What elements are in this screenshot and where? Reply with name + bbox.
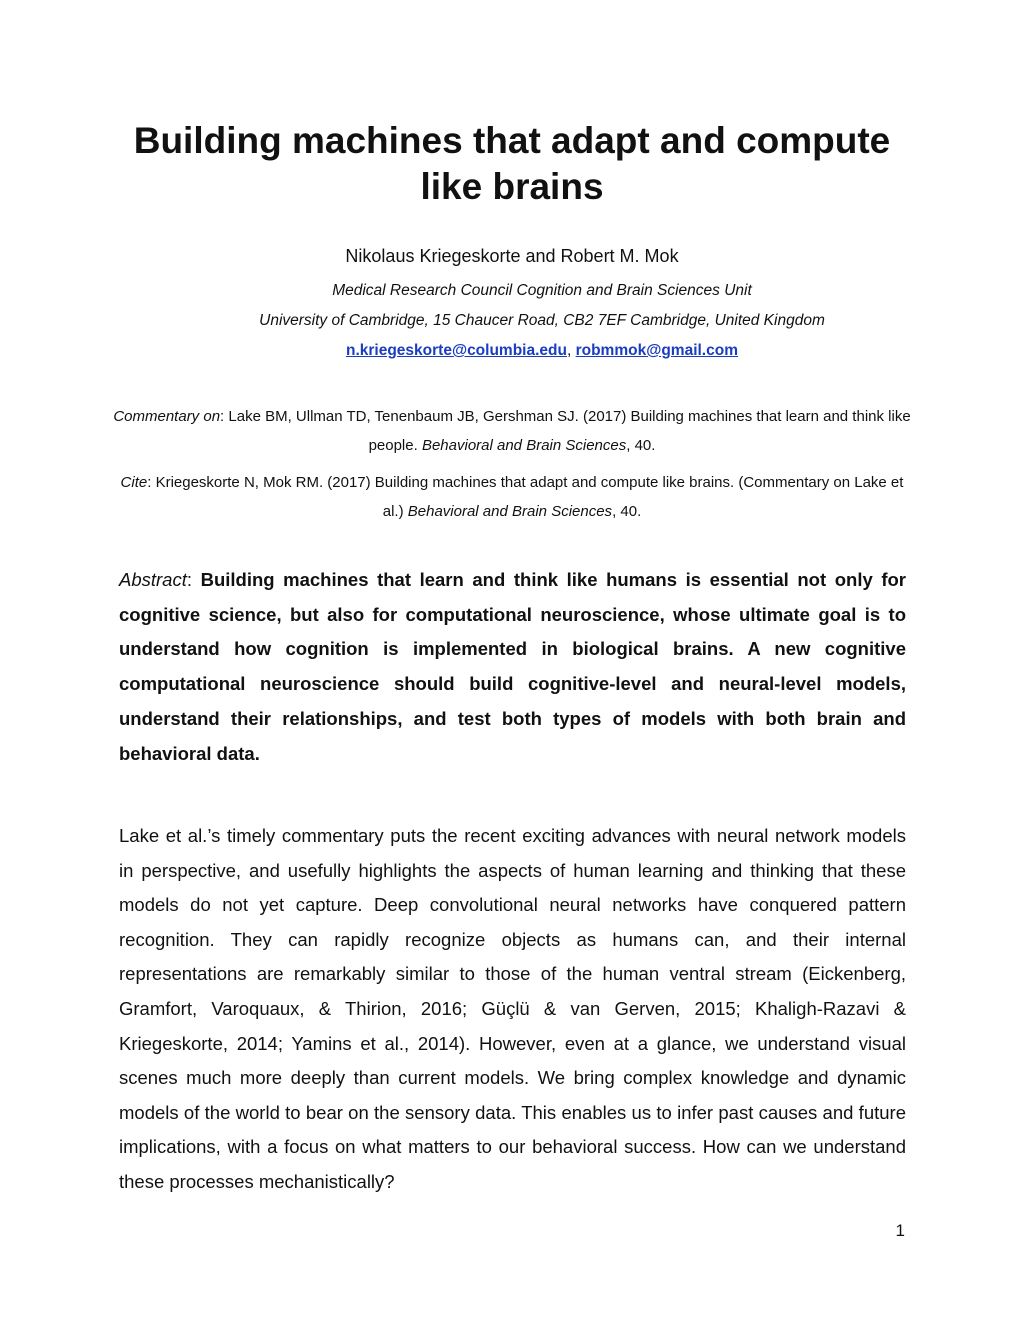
- commentary-reference: [110, 402, 914, 460]
- commentary-journal: Behavioral and Brain Sciences: [421, 437, 627, 454]
- affiliation-line-2: University of Cambridge, 15 Chaucer Road, CB2 7EF Cambridge, United Kingdom: [259, 312, 825, 329]
- authors: Nikolaus Kriegeskorte and Robert M. Mok: [345, 246, 679, 266]
- cite-journal: Behavioral and Brain Sciences: [407, 503, 613, 520]
- commentary-volume: , 40.: [626, 437, 656, 454]
- email-separator: ,: [566, 342, 576, 359]
- cite-text: : Kriegeskorte N, Mok RM. (2017) Building machines that adapt and compute like brains. (Commentary on Lake et al.): [147, 474, 904, 520]
- cite-reference: [110, 468, 914, 526]
- page-number: 1: [895, 1221, 905, 1240]
- abstract-colon: :: [186, 569, 201, 590]
- commentary-label: Commentary on: [113, 408, 221, 425]
- abstract: [119, 563, 906, 771]
- paper-title: [100, 118, 924, 210]
- cite-volume: , 40.: [612, 503, 642, 520]
- title-line-1: Building machines that adapt and compute: [133, 120, 891, 161]
- cite-label: Cite: [120, 474, 148, 491]
- email-link-mok[interactable]: robmmok@gmail.com: [575, 342, 738, 359]
- abstract-body: Building machines that learn and think like humans is essential not only for cognitive science, but also for computational neuroscience, whose ultimate goal is to understand how cognition is implemented in biological brains. A new cognitive computational neuroscience should build cognitive-level and neural-level models, understand their relationships, and test both types of models with both brain and behavioral data.: [119, 569, 906, 764]
- abstract-label: Abstract: [119, 569, 187, 590]
- body-paragraph: Lake et al.’s timely commentary puts the recent exciting advances with neural network models in perspective, and usefully highlights the aspects of human learning and thinking that these models do not yet capture. Deep convolutional neural networks have conquered pattern recognition. They can rapidly recognize objects as humans can, and their internal representations are remarkably similar to those of the human ventral stream (Eickenberg, Gramfort, Varoquaux, & Thirion, 2016; Güçlü & van Gerven, 2015; Khaligh-Razavi & Kriegeskorte, 2014; Yamins et al., 2014). However, even at a glance, we understand visual scenes much more deeply than current models. We bring complex knowledge and dynamic models of the world to bear on the sensory data. This enables us to infer past causes and future implications, with a focus on what matters to our behavioral success. How can we understand these processes mechanistically?: [119, 825, 906, 1192]
- title-line-2: like brains: [420, 166, 604, 207]
- affiliation-line-1: Medical Research Council Cognition and Brain Sciences Unit: [332, 282, 752, 299]
- commentary-text: : Lake BM, Ullman TD, Tenenbaum JB, Gershman SJ. (2017) Building machines that learn and think like people.: [220, 408, 911, 454]
- author-emails: [0, 341, 1024, 361]
- email-link-kriegeskorte[interactable]: n.kriegeskorte@columbia.edu: [345, 342, 567, 359]
